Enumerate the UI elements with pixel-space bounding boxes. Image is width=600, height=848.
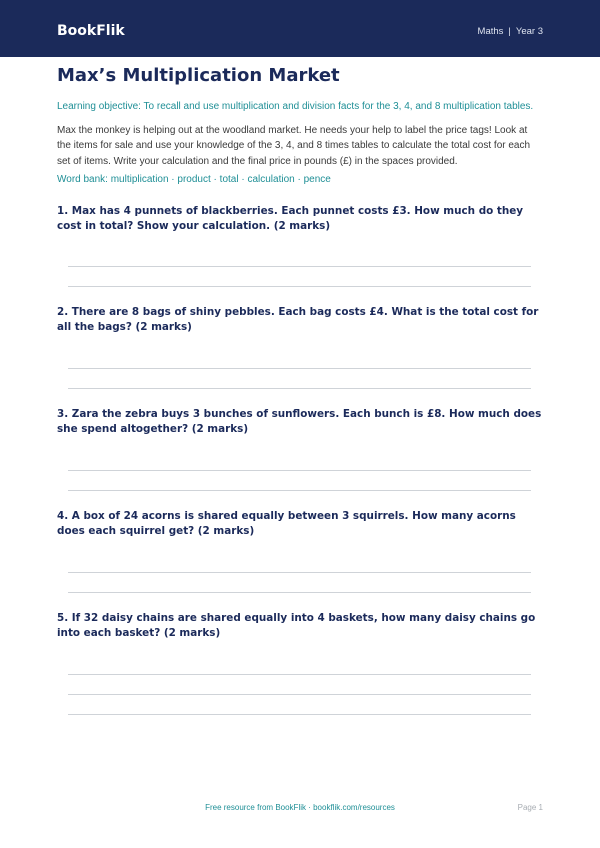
answer-line[interactable]: [68, 694, 531, 695]
answer-line[interactable]: [68, 388, 531, 389]
worksheet-title: Max’s Multiplication Market: [57, 65, 340, 86]
answer-line[interactable]: [68, 470, 531, 471]
answer-line[interactable]: [68, 592, 531, 593]
page-number: Page 1: [517, 803, 543, 812]
intro-paragraph: Max the monkey is helping out at the woodland market. He needs your help to label the price tags! Look at the items for sale and use your knowledge of the 3, 4, and 8 times tables to calculate the total cost for each set of items. Write your calculation and the final price in pounds (£) in the spaces provided.: [57, 125, 531, 167]
question-3: 3. Zara the zebra buys 3 bunches of sunflowers. Each bunch is £8. How much does she spend altogether? (2 marks): [57, 408, 542, 435]
answer-line[interactable]: [68, 674, 531, 675]
answer-line[interactable]: [68, 572, 531, 573]
answer-line[interactable]: [68, 368, 531, 369]
answer-line[interactable]: [68, 266, 531, 267]
year-label: Year 3: [515, 26, 543, 37]
page-footer: [0, 802, 600, 816]
answer-line[interactable]: [68, 286, 531, 287]
header-meta: [478, 26, 543, 38]
subject-label: Maths: [477, 26, 504, 37]
brand-logo: BookFlik: [57, 23, 125, 39]
question-1: 1. Max has 4 punnets of blackberries. Each punnet costs £3. How much do they cost in total? Show your calculation. (2 marks): [57, 205, 524, 232]
learning-objective: Learning objective: To recall and use multiplication and division facts for the 3, 4, and 8 multiplication tables.: [57, 101, 534, 112]
answer-line[interactable]: [68, 490, 531, 491]
question-2: 2. There are 8 bags of shiny pebbles. Each bag costs £4. What is the total cost for all the bags? (2 marks): [57, 306, 539, 333]
question-5: 5. If 32 daisy chains are shared equally into 4 baskets, how many daisy chains go into each basket? (2 marks): [57, 612, 536, 639]
page-header: [0, 0, 600, 57]
footer-credit[interactable]: Free resource from BookFlik · bookflik.com/resources: [205, 803, 395, 812]
answer-line[interactable]: [68, 714, 531, 715]
question-4: 4. A box of 24 acorns is shared equally between 3 squirrels. How many acorns does each squirrel get? (2 marks): [57, 510, 516, 537]
meta-separator: |: [508, 26, 511, 37]
word-bank: Word bank: multiplication · product · total · calculation · pence: [57, 174, 331, 185]
